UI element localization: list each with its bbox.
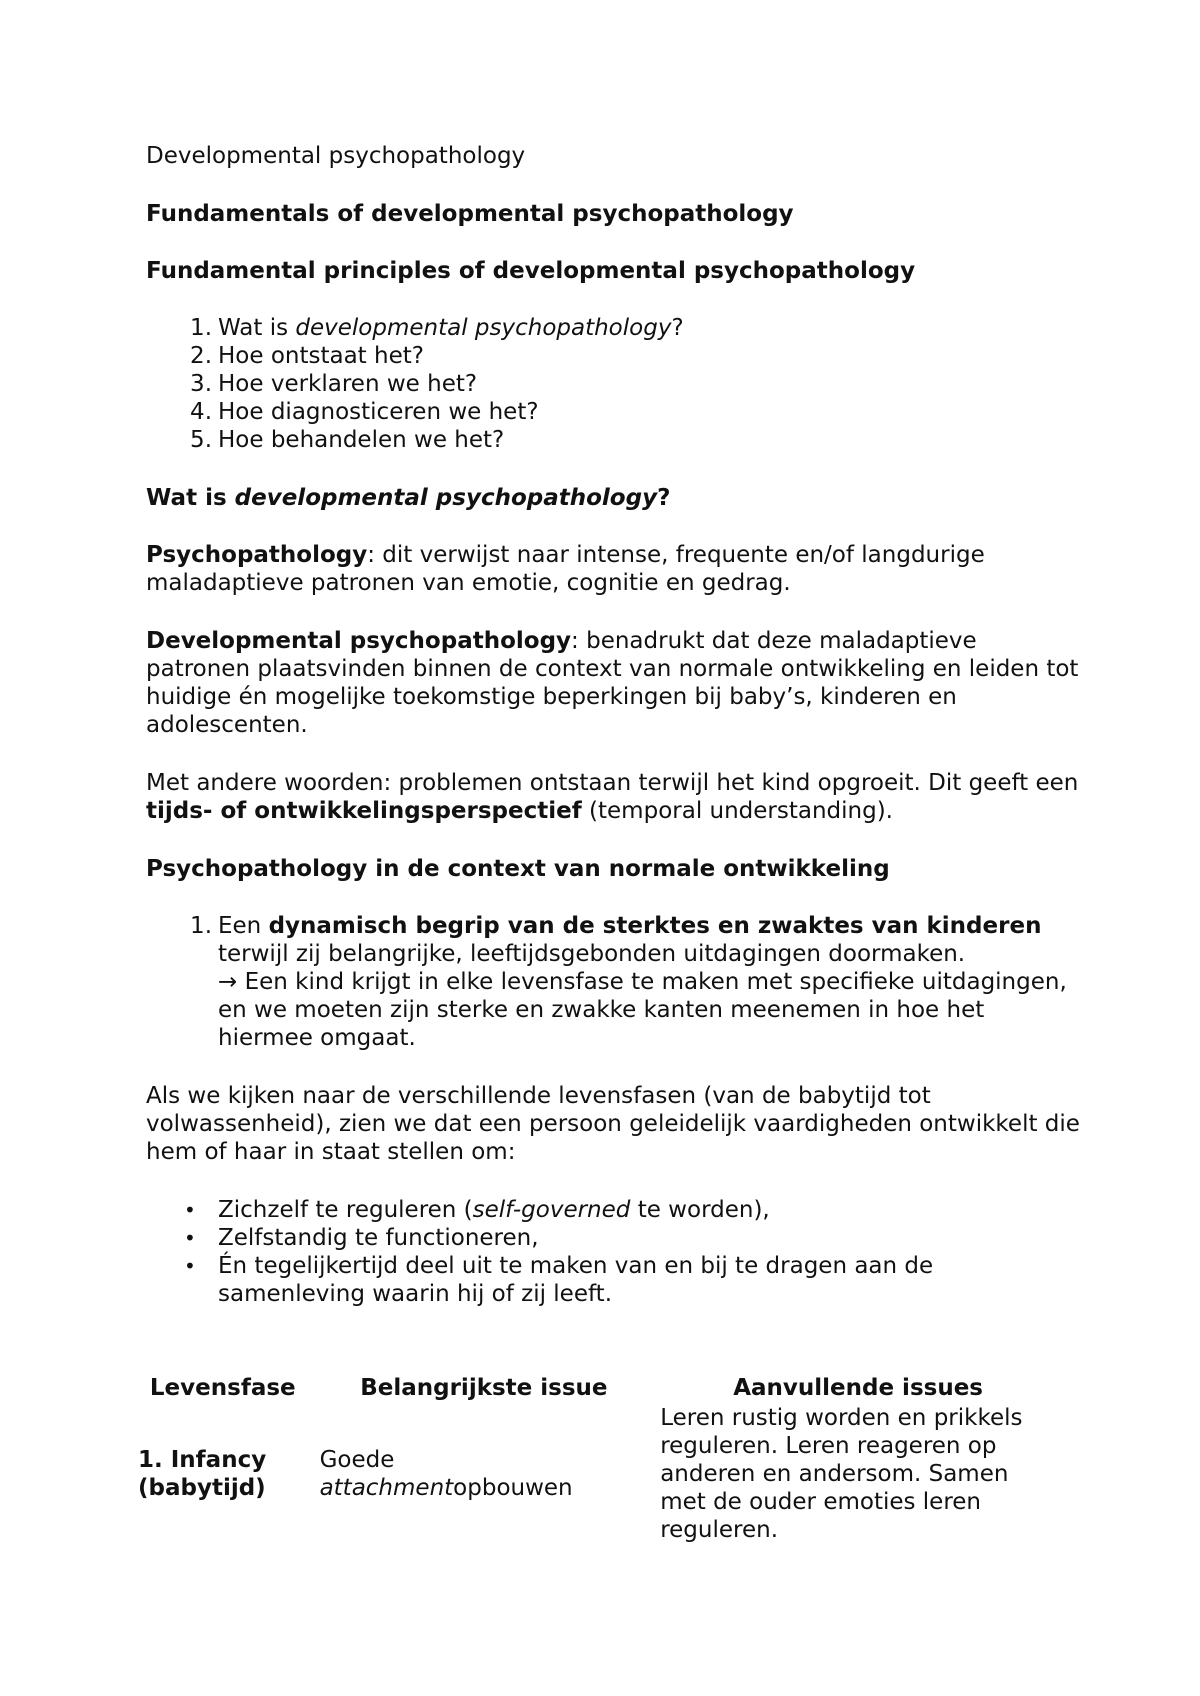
list-item-bold: dynamisch begrip van de sterktes en zwaktes van kinderen [268,913,1042,939]
document-title: Developmental psychopathology [146,143,526,169]
heading-context: Psychopathology in de context van normale ontwikkeling [146,856,890,882]
definition-text: : dit verwijst naar intense, frequente en/of langdurige maladaptieve patronen van emotie, cognitie en gedrag. [146,542,985,596]
list-item [146,370,1086,398]
list-item [146,398,1086,426]
paragraph-bold: tijds- of ontwikkelingsperspectief [146,798,582,824]
paragraph-text: Met andere woorden: problemen ontstaan terwijl het kind opgroeit. Dit geeft een [146,770,1079,796]
heading-text: Wat is [146,485,235,511]
definition-term: Developmental psychopathology [146,628,572,654]
definition-developmental [146,627,1086,739]
list-item-text: Hoe diagnosticeren we het? [218,399,539,425]
list-number: 5 . [174,426,212,454]
heading-principles: Fundamental principles of developmental psychopathology [146,258,916,284]
list-item-text: Hoe verklaren we het? [218,371,478,397]
list-item-text: terwijl zij belangrijke, leeftijdsgebonden uitdagingen doormaken. [218,941,966,967]
list-number: 3 . [174,370,212,398]
heading-emphasis: developmental psychopathology [234,485,658,511]
definition-text: : benadrukt dat deze maladaptieve patronen plaatsvinden binnen de context van normale ontwikkeling en leiden tot huidige én mogelijke toekomstige beperkingen bij baby’s, kinderen en adolescenten. [146,628,1079,738]
levensfasen-table [132,1370,1062,1544]
list-item-text: Een [218,913,269,939]
column-header: Aanvullende issues [733,1375,983,1401]
list-item [146,426,1086,454]
list-item-emphasis: self-governed [472,1197,631,1223]
bullet-icon: • [184,1226,196,1250]
list-item-text: Een kind krijgt in elke levensfase te maken met specifieke uitdagingen, en we moeten zijn sterke en zwakke kanten meenemen in hoe het hiermee omgaat. [218,969,1067,1051]
bullet-list [146,1196,1086,1308]
table-row [132,1404,1062,1544]
list-item [146,314,1086,342]
list-item-text: ? [671,315,684,341]
list-number: 1 . [174,912,212,940]
heading-wat-is [146,484,1086,512]
cell-text: Goede [319,1447,395,1473]
column-header: Levensfase [149,1375,296,1401]
definition-term: Psychopathology [146,542,368,568]
list-item [146,1196,1086,1224]
cell-text: opbouwen [453,1475,573,1501]
list-item-text: Hoe behandelen we het? [218,427,505,453]
list-item-text: Hoe ontstaat het? [218,343,424,369]
list-item-text: Zichzelf te reguleren ( [218,1197,473,1223]
column-header: Belangrijkste issue [360,1375,608,1401]
paragraph-met-andere-woorden [146,769,1086,825]
list-item-text: Wat is [218,315,296,341]
paragraph-text: (temporal understanding). [581,798,893,824]
list-number: 1 . [174,314,212,342]
list-item-emphasis: developmental psychopathology [295,315,672,341]
table-header-row [132,1370,1062,1404]
table-cell-main-issue [314,1404,655,1544]
heading-fundamentals: Fundamentals of developmental psychopathology [146,201,794,227]
context-list [146,912,1086,1052]
paragraph-levensfasen: Als we kijken naar de verschillende levensfasen (van de babytijd tot volwassenheid), zien we dat een persoon geleidelijk vaardigheden ontwikkelt die hem of haar in staat stellen om: [146,1083,1080,1165]
cell-emphasis: attachment [319,1475,454,1501]
list-item [146,342,1086,370]
list-item-text: Zelfstandig te functioneren, [218,1225,539,1251]
bullet-icon: • [184,1254,196,1278]
list-item-text: te worden), [630,1197,770,1223]
definition-psychopathology [146,541,1086,597]
document-page [146,142,1086,1338]
list-item [146,912,1086,1052]
table-cell-extra-issues: Leren rustig worden en prikkels reguleren. Leren reageren op anderen en andersom. Samen met de ouder emoties leren reguleren. [660,1405,1023,1543]
bullet-icon: • [184,1198,196,1222]
questions-list [146,314,1086,454]
arrow-icon: → [218,969,238,995]
list-item [146,1224,1086,1252]
heading-text: ? [657,485,671,511]
list-number: 4 . [174,398,212,426]
list-number: 2 . [174,342,212,370]
list-item-text: Én tegelijkertijd deel uit te maken van en bij te dragen aan de samenleving waarin hij of zij leeft. [218,1253,934,1307]
list-item [146,1252,1086,1308]
table-cell-phase: 1. Infancy (babytijd) [138,1447,267,1501]
